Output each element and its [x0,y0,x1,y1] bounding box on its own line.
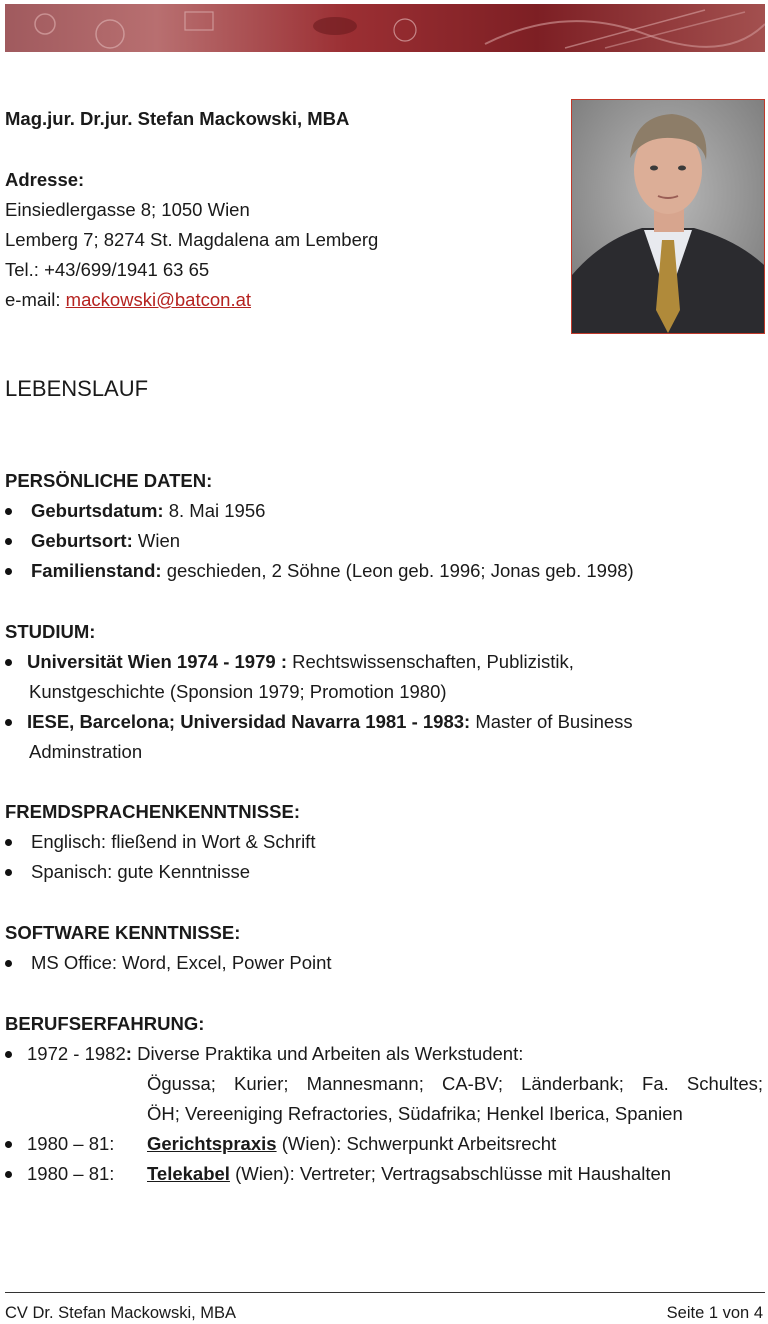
bullet-icon [5,839,12,846]
footer-divider [5,1292,765,1293]
page-title: LEBENSLAUF [5,376,149,401]
list-item: 1972 - 1982: Diverse Praktika und Arbeiten als Werkstudent: [5,1043,523,1065]
career-entry-detail: Telekabel (Wien): Vertreter; Vertragsabschlüsse mit Haushalten [147,1163,672,1184]
list-item: IESE, Barcelona; Universidad Navarra 1981 - 1983: Master of Business [5,711,633,733]
list-item: Englisch: fließend in Wort & Schrift [5,831,315,853]
header-banner [5,4,765,52]
bullet-icon [5,568,12,575]
bullet-icon [5,508,12,515]
list-item-continuation: Adminstration [29,741,143,762]
bullet-icon [5,869,12,876]
email-link[interactable]: mackowski@batcon.at [65,289,252,310]
list-item: Geburtsort: Wien [5,530,180,552]
bullet-icon [5,1141,12,1148]
section-heading-software: SOFTWARE KENNTNISSE: [5,922,241,943]
applicant-name: Mag.jur. Dr.jur. Stefan Mackowski, MBA [5,108,350,129]
list-item-continuation: Kunstgeschichte (Sponsion 1979; Promotion 1980) [29,681,447,702]
banner-decoration [5,4,765,52]
bullet-icon [5,1171,12,1178]
address-label: Adresse: [5,169,85,190]
address-line-1: Einsiedlergasse 8; 1050 Wien [5,199,250,220]
list-item: Familienstand: geschieden, 2 Söhne (Leon geb. 1996; Jonas geb. 1998) [5,560,634,582]
list-item: 1980 – 81: [5,1163,114,1185]
list-item: MS Office: Word, Excel, Power Point [5,952,332,974]
email-line [5,289,251,311]
section-heading-personal: PERSÖNLICHE DATEN: [5,470,213,491]
bullet-icon [5,1051,12,1058]
bullet-icon [5,960,12,967]
career-entry-detail: Gerichtspraxis (Wien): Schwerpunkt Arbeitsrecht [147,1133,557,1154]
list-item: Universität Wien 1974 - 1979 : Rechtswissenschaften, Publizistik, [5,651,574,673]
list-item-continuation: ÖH; Vereeniging Refractories, Südafrika; Henkel Iberica, Spanien [147,1103,683,1124]
section-heading-career: BERUFSERFAHRUNG: [5,1013,205,1034]
section-heading-languages: FREMDSPRACHENKENNTNISSE: [5,801,300,822]
bullet-icon [5,719,12,726]
portrait-photo [571,99,765,334]
list-item: Geburtsdatum: 8. Mai 1956 [5,500,265,522]
footer-title: CV Dr. Stefan Mackowski, MBA [5,1304,237,1322]
bullet-icon [5,659,12,666]
list-item-continuation: Ögussa; Kurier; Mannesmann; CA-BV; Länderbank; Fa. Schultes; [147,1073,763,1094]
list-item: 1980 – 81: [5,1133,114,1155]
bullet-icon [5,538,12,545]
address-line-2: Lemberg 7; 8274 St. Magdalena am Lemberg [5,229,379,250]
page-number: Seite 1 von 4 [666,1304,763,1322]
section-heading-study: STUDIUM: [5,621,96,642]
phone-number: Tel.: +43/699/1941 63 65 [5,259,210,280]
list-item: Spanisch: gute Kenntnisse [5,861,250,883]
email-prefix: e-mail: [5,289,66,310]
